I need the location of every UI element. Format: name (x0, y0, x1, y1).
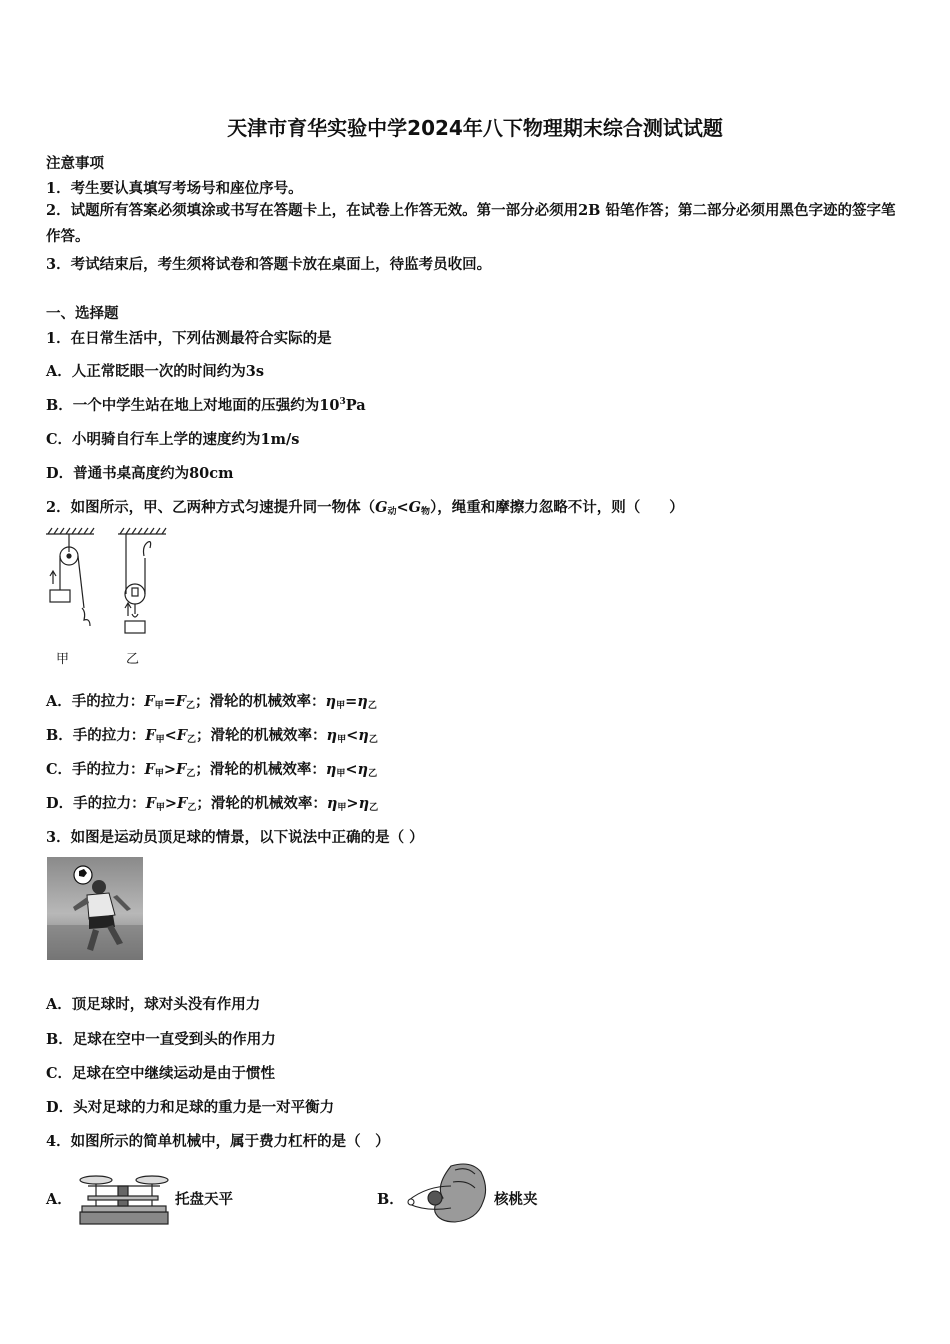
q1-option-c: C．小明骑自行车上学的速度约为1m/s (46, 431, 300, 448)
q2-option-d-eff: ；滑轮的机械效率： (196, 795, 327, 812)
notice-item-2: 2．试题所有答案必须填涂或书写在答题卡上，在试卷上作答无效。第一部分必须用2B 铅笔作答；第二部分必须用黑色字迹的签字笔作答。 (46, 202, 896, 245)
q2-option-b-letter: B． (46, 727, 73, 744)
q1-option-b-unit: Pa (345, 397, 366, 414)
q3-option-a: A．顶足球时，球对头没有作用力 (46, 996, 261, 1013)
q1-option-d: D．普通书桌高度约为80cm (46, 465, 234, 482)
q2-option-d-sub4: 乙 (369, 803, 379, 813)
q2-stem (46, 496, 684, 517)
figure-label-yi: 乙 (126, 652, 140, 667)
q2-option-a-eta1: η (325, 693, 337, 710)
q2-option-c-sub2: 乙 (186, 769, 196, 779)
q2-option-b-sub4: 乙 (368, 735, 378, 745)
q2-option-a-pull: 手的拉力： (71, 693, 145, 710)
q2-option-d-f2: F (177, 795, 188, 812)
q2-option-a-rel1: = (163, 693, 176, 710)
q1-option-b (46, 394, 366, 415)
soccer-header-photo (47, 857, 143, 960)
q2-option-a-eta2: η (357, 693, 368, 710)
q1-option-b-text: B．一个中学生站在地上对地面的压强约为10 (46, 397, 340, 414)
load-jia (50, 590, 70, 602)
q2-option-c-letter: C． (46, 761, 73, 778)
q2-option-b-pull: 手的拉力： (72, 727, 146, 744)
q1-option-b-exponent: 3 (339, 397, 346, 408)
q2-g-symbol-2: G (408, 499, 422, 516)
hand-jia (82, 608, 90, 626)
q3-option-d: D．头对足球的力和足球的重力是一对平衡力 (46, 1099, 335, 1116)
q2-option-b-eta1: η (326, 727, 338, 744)
q2-option-a-eff: ；滑轮的机械效率： (195, 693, 326, 710)
q1-option-a: A．人正常眨眼一次的时间约为3s (46, 363, 265, 380)
player-head (92, 880, 106, 894)
pulley-figure (44, 526, 174, 666)
q2-option-b-f1: F (145, 727, 156, 744)
q2-option-d-sub2: 乙 (187, 803, 197, 813)
q2-option-d-rel2: > (346, 795, 359, 812)
q2-option-d-rel1: > (164, 795, 178, 812)
q2-option-d-pull: 手的拉力： (73, 795, 146, 812)
q2-option-d-letter: D． (46, 795, 74, 812)
q2-option-c-rel2: < (345, 761, 358, 778)
page-title: 天津市育华实验中学2024年八下物理期末综合测试试题 (227, 116, 723, 140)
notice-item-3: 3．考试结束后，考生须将试卷和答题卡放在桌面上，待监考员收回。 (46, 256, 492, 273)
balance-base (80, 1212, 168, 1224)
q2-g-symbol: G (375, 499, 388, 516)
q2-option-c-pull: 手的拉力： (72, 761, 145, 778)
q2-option-c-sub3: 甲 (336, 769, 346, 779)
q2-option-d-f1: F (145, 795, 156, 812)
q2-option-c-eff: ；滑轮的机械效率： (195, 761, 326, 778)
q2-option-c-eta1: η (325, 761, 337, 778)
balance-left-pan (80, 1176, 112, 1184)
nutcracker-image (405, 1160, 491, 1226)
q2-option-d-eta1: η (326, 795, 338, 812)
q2-g-sub-wu: 物 (421, 507, 431, 517)
q2-option-d-eta2: η (358, 795, 370, 812)
q1-stem: 1．在日常生活中，下列估测最符合实际的是 (46, 330, 332, 347)
balance-right-pan (136, 1176, 168, 1184)
q2-option-a-sub1: 甲 (154, 701, 164, 711)
q2-option-d-sub3: 甲 (337, 803, 347, 813)
q2-option-c-sub4: 乙 (368, 769, 378, 779)
q2-g-sub-dong: 动 (387, 507, 397, 517)
q4-option-b-letter: B． (377, 1191, 404, 1208)
q4-option-a-letter: A． (46, 1191, 72, 1208)
q2-option-a-sub4: 乙 (367, 701, 377, 711)
q2-option-d (46, 792, 378, 813)
q2-option-b-eff: ；滑轮的机械效率： (196, 727, 327, 744)
q2-option-c-f2: F (176, 761, 187, 778)
q2-option-c-rel1: > (163, 761, 177, 778)
q2-option-b-rel1: < (164, 727, 177, 744)
notice-heading: 注意事项 (46, 155, 104, 172)
notice-item-1: 1．考生要认真填写考场号和座位序号。 (46, 180, 303, 197)
q2-option-c-eta2: η (357, 761, 369, 778)
q2-option-b-sub3: 甲 (337, 735, 347, 745)
q3-option-c: C．足球在空中继续运动是由于惯性 (46, 1065, 276, 1082)
section-heading: 一、选择题 (46, 305, 119, 322)
q2-option-a-sub3: 甲 (336, 701, 346, 711)
hand (435, 1164, 486, 1222)
figure-label-jia: 甲 (56, 652, 70, 667)
q2-stem-a: 2．如图所示，甲、乙两种方式匀速提升同一物体（ (46, 499, 376, 516)
q2-option-b (46, 724, 378, 745)
q4-stem: 4．如图所示的简单机械中，属于费力杠杆的是（ ） (46, 1133, 390, 1150)
q2-option-a-rel2: = (345, 693, 358, 710)
q2-option-c-f1: F (144, 761, 155, 778)
q2-option-b-rel2: < (346, 727, 359, 744)
q2-option-b-f2: F (176, 727, 188, 744)
hand-yi (144, 542, 151, 556)
q2-option-b-sub1: 甲 (155, 735, 165, 745)
ceiling-hatch-jia (48, 528, 94, 534)
q2-option-c (46, 758, 377, 779)
q4-option-a-label: 托盘天平 (175, 1191, 233, 1208)
q2-option-a-letter: A． (46, 693, 72, 710)
q2-option-a (46, 690, 377, 711)
q2-option-b-eta2: η (358, 727, 369, 744)
q2-option-a-f1: F (144, 693, 155, 710)
q3-stem: 3．如图是运动员顶足球的情景，以下说法中正确的是（ ） (46, 829, 424, 846)
q2-option-c-sub1: 甲 (154, 769, 164, 779)
q2-option-d-sub1: 甲 (155, 803, 165, 813)
q2-option-a-f2: F (175, 693, 187, 710)
movable-pulley-yi (125, 584, 145, 604)
balance-scale-image (74, 1168, 174, 1228)
q2-lt-symbol: < (396, 499, 409, 516)
q4-option-b-label: 核桃夹 (494, 1191, 538, 1208)
q2-stem-b: ），绳重和摩擦力忽略不计，则（ ） (430, 499, 684, 516)
q2-option-a-sub2: 乙 (186, 701, 196, 711)
q2-option-b-sub2: 乙 (187, 735, 197, 745)
ceiling-hatch-yi (120, 528, 166, 534)
q3-option-b: B．足球在空中一直受到头的作用力 (46, 1031, 276, 1048)
load-yi (125, 621, 145, 633)
walnut (428, 1191, 442, 1205)
